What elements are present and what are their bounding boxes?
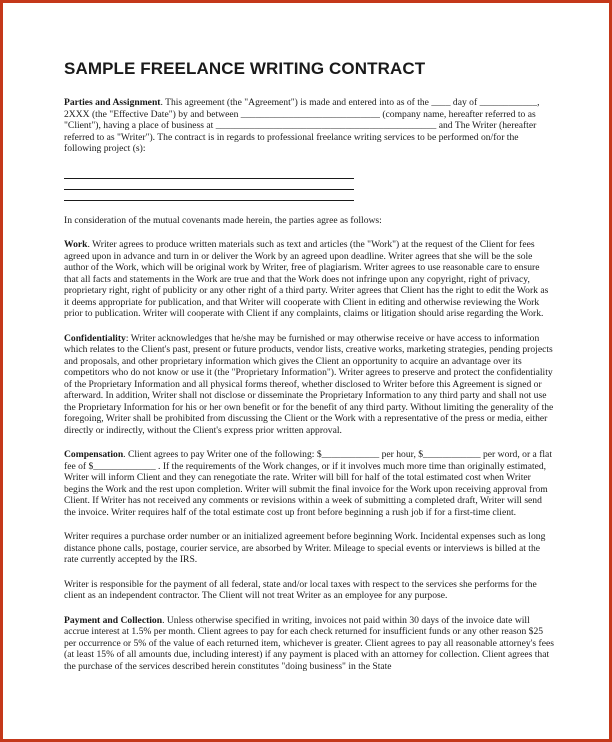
section-body: Writer is responsible for the payment of all federal, state and/or local taxes with respect to the services she performs for the client as an independent contractor. The Client will not treat Writer as an employee for any purpose.	[64, 578, 537, 601]
section-heading: Payment and Collection	[64, 614, 163, 626]
section-body: : Writer acknowledges that he/she may be furnished or may otherwise receive or have access to information which relates to the Client's past, present or future products, vendor lists, creative works, marketing strategies, pending projects and proposals, and other proprietary information which gives the Client an opportunity to acquire an advantage over its competitors who do not know or use it (the "Proprietary Information"). Writer agrees to preserve and protect the confidentiality of the Proprietary Information and all physical forms thereof, whether disclosed to Writer before this Agreement is signed or afterward. In addition, Writer shall not disclose or disseminate the Proprietary Information to any third party and shall not use the Proprietary Information for his or her own benefit or for the benefit of any third party. Without limiting the generality of the foregoing, Writer shall be prohibited from discussing the Client or the Work with a representative of the press or media, either directly or indirectly, without the Client's express prior written approval.	[64, 332, 554, 436]
section-body: . Unless otherwise specified in writing, invoices not paid within 30 days of the invoice date will accrue interest at 1.5% per month. Client agrees to pay for each check returned for insufficient funds or any other reason $25 per occurrence or 5% of the value of each returned item, whichever is greater. Client agrees to pay all reasonable attorney's fees (at least 15% of all amounts due, including interest) if any payment is placed with an attorney for collection. Client agrees that the purchase of the services described herein constitutes "doing business" in the State	[64, 614, 554, 672]
section-payment	[64, 615, 554, 673]
section-work	[64, 239, 554, 320]
section-confidentiality	[64, 333, 554, 437]
section-heading: Confidentiality	[64, 332, 126, 344]
section-heading: Compensation	[64, 449, 124, 460]
section-parties	[64, 97, 554, 155]
section-body: In consideration of the mutual covenants made herein, the parties agree as follows:	[64, 214, 382, 226]
section-heading: Work	[64, 239, 88, 250]
contract-page	[64, 59, 554, 685]
section-compensation	[64, 449, 554, 518]
section-taxes	[64, 579, 554, 602]
section-expenses	[64, 531, 554, 566]
section-body: . Writer agrees to produce written materials such as text and articles (the "Work") at the request of the Client for fees agreed upon in advance and turn in or deliver the Work by an agreed upon deadline. Writer agrees that she will be the sole author of the Work, which will be original work by Writer, free of plagiarism. Writer agrees to use reasonable care to ensure that all facts and statements in the Work are true and that the Work does not infringe upon any copyright, right of privacy, proprietary right, right of publicity or any other right of a third party. Writer agrees that Client has the right to edit the Work as it deems appropriate for publication, and that Writer will cooperate with Client in editing and otherwise reviewing the Work prior to publication. Writer will cooperate with Client if any complaints, claims or litigation should arise regarding the Work.	[64, 239, 549, 319]
section-consideration	[64, 215, 554, 227]
section-body: . Client agrees to pay Writer one of the following: $____________ per hour, $____________ per word, or a flat fee of $_____________ . If the requirements of the Work changes, or if it involves much more time than originally estimated, Writer will inform Client and they can renegotiate the rate. Writer will bill for half of the total estimated cost when Writer begins the Work and the rest upon completion. Writer will submit the final invoice for the Work upon receiving approval from Client. If Writer has not received any comments or revisions within a week of submitting a completed draft, Writer will send the invoice. Writer requires half of the total estimate cost up front before beginning a rush job if for a first-time client.	[64, 449, 552, 518]
blank-line[interactable]	[64, 190, 354, 201]
section-body: Writer requires a purchase order number or an initialized agreement before beginning Work. Incidental expenses such as long distance phone calls, postage, courier service, are absorbed by Writer. Mileage to special events or interviews is billed at the rate currently accepted by the IRS.	[64, 531, 546, 565]
blank-line[interactable]	[64, 179, 354, 190]
document-title: SAMPLE FREELANCE WRITING CONTRACT	[64, 59, 426, 78]
section-body: . This agreement (the "Agreement") is made and entered into as of the ____ day of ____________, 2XXX (the "Effective Date") by and between _____________________________ (company name, hereafter referred to as "Client"), having a place of business at ______________________________________________ and The Writer (hereafter referred to as "Writer"). The contract is in regards to professional freelance writing services to be performed on/for the following project (s):	[64, 97, 540, 154]
section-heading: Parties and Assignment	[64, 97, 161, 108]
blank-line[interactable]	[64, 168, 354, 179]
project-blank-lines	[64, 168, 554, 201]
